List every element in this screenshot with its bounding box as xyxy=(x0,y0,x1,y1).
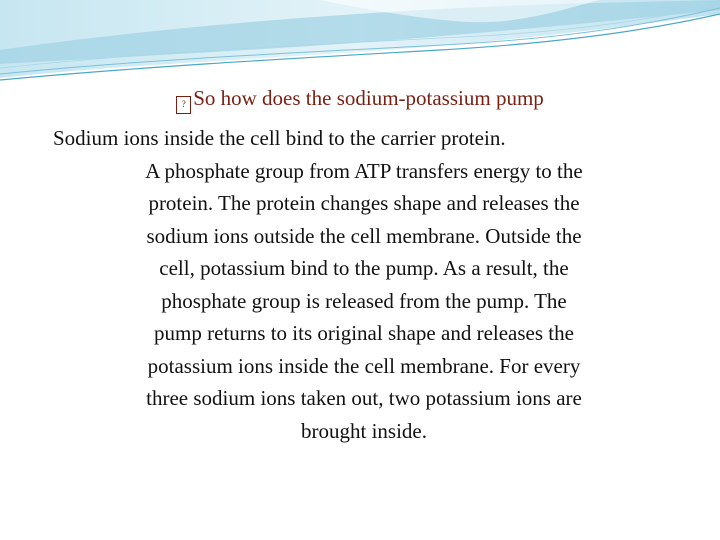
body-line: potassium ions inside the cell membrane. For every xyxy=(147,353,581,378)
body-line: pump returns to its original shape and releases the xyxy=(154,321,574,345)
slide-title xyxy=(0,84,720,114)
body-line: brought inside. xyxy=(301,418,427,443)
body-line: sodium ions outside the cell membrane. Outside the xyxy=(146,223,582,248)
body-line: protein. The protein changes shape and releases the xyxy=(148,191,580,215)
wave-header-decoration xyxy=(0,0,720,90)
slide-title-text: So how does the sodium-potassium pump xyxy=(193,86,544,110)
body-line: A phosphate group from ATP transfers energy to the xyxy=(145,158,583,183)
missing-glyph-icon: ? xyxy=(176,96,191,114)
body-line: Sodium ions inside the cell bind to the carrier protein. xyxy=(53,126,506,150)
body-line: phosphate group is released from the pump. The xyxy=(161,288,567,313)
body-line: three sodium ions taken out, two potassium ions are xyxy=(146,386,582,410)
body-line: cell, potassium bind to the pump. As a result, the xyxy=(159,256,569,280)
slide-body xyxy=(50,122,678,447)
